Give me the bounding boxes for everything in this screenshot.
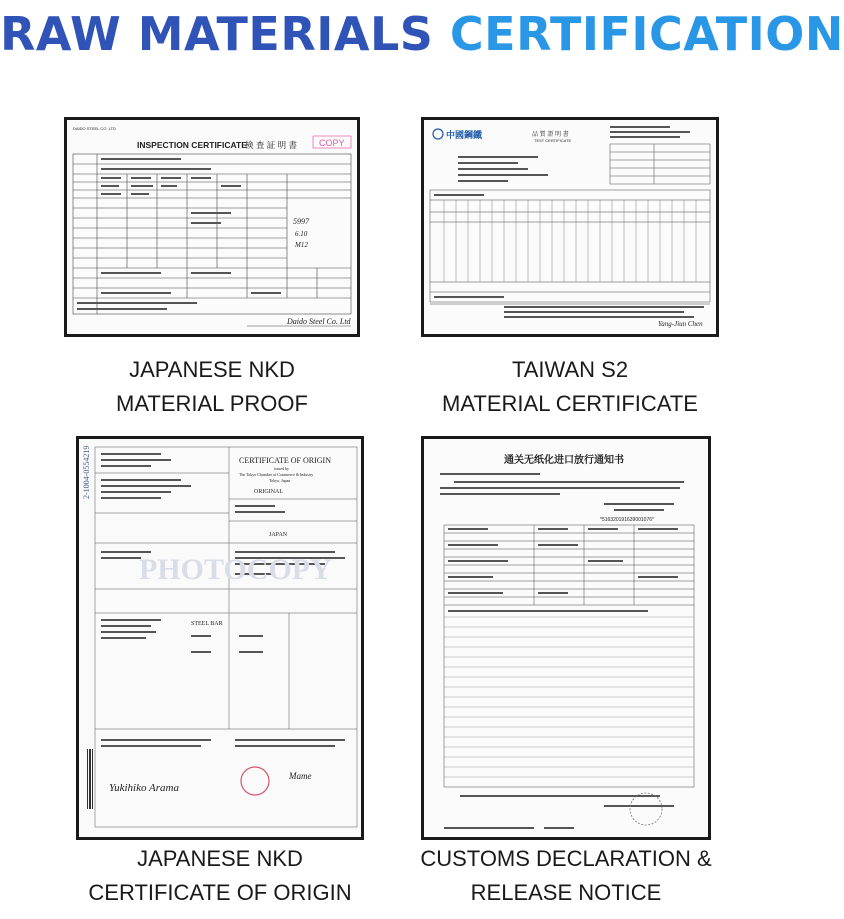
doc2-logo: 中國鋼鐵 [446,130,483,140]
heading-part1: RAW MATERIALS [0,7,434,61]
page-heading [0,4,844,64]
taiwan-test-certificate-scan [421,117,719,337]
doc3-title: CERTIFICATE OF ORIGIN [239,456,331,465]
doc3-issuer2: The Tokyo Chamber of Commerce & Industry [239,472,314,477]
svg-text:Daido Steel Co. Ltd: Daido Steel Co. Ltd [287,317,351,326]
caption-line-1: TAIWAN S2 [511,357,629,382]
svg-text:Yang-Jiun Chen: Yang-Jiun Chen [658,320,703,328]
doc3-original: ORIGINAL [254,489,283,495]
doc2-title-en: TEST CERTIFICATE [534,138,572,143]
svg-text:6.10: 6.10 [295,230,308,238]
certificate-of-origin-scan [76,436,364,840]
doc3-material: STEEL BAR [191,621,223,627]
caption-line-1: CUSTOMS DECLARATION & [420,846,712,871]
doc3-serial: 2-1004-0554219 [82,445,91,499]
svg-text:M12: M12 [295,241,308,249]
doc1-handwriting: 5997 [293,217,309,226]
svg-text:Mame: Mame [289,771,312,781]
svg-text:*516320191639001076*: *516320191639001076* [600,517,654,523]
svg-text:DAIDO STEEL CO. LTD: DAIDO STEEL CO. LTD [73,126,116,131]
caption-line-1: JAPANESE NKD [137,846,303,871]
doc1-title-jp: 検 査 証 明 書 [245,140,297,150]
caption-line-2: MATERIAL PROOF [116,391,308,416]
svg-text:PHOTOCOPY: PHOTOCOPY [139,553,332,586]
inspection-certificate-scan [64,117,360,337]
doc2-title-cn: 品 質 證 明 書 [532,132,569,138]
caption-line-1: JAPANESE NKD [129,357,295,382]
heading-part2: CERTIFICATION [449,7,844,61]
caption-customs-release-notice [406,842,726,910]
doc3-country: JAPAN [269,532,288,538]
doc1-title: INSPECTION CERTIFICATE [137,140,247,150]
caption-line-2: MATERIAL CERTIFICATE [442,391,698,416]
caption-taiwan-s2-certificate [421,353,719,421]
caption-nkd-material-proof [64,353,360,421]
copy-stamp: COPY [319,138,345,148]
caption-nkd-certificate-of-origin [54,842,386,910]
doc4-title: 通关无纸化进口放行通知书 [504,455,624,466]
doc3-signature: Yukihiko Arama [109,782,179,794]
doc3-issuer1: issued by [274,466,289,471]
doc3-issuer3: Tokyo, Japan [269,478,291,483]
caption-line-2: RELEASE NOTICE [470,880,662,905]
caption-line-2: CERTIFICATE OF ORIGIN [88,880,352,905]
customs-release-notice-scan [421,436,711,840]
